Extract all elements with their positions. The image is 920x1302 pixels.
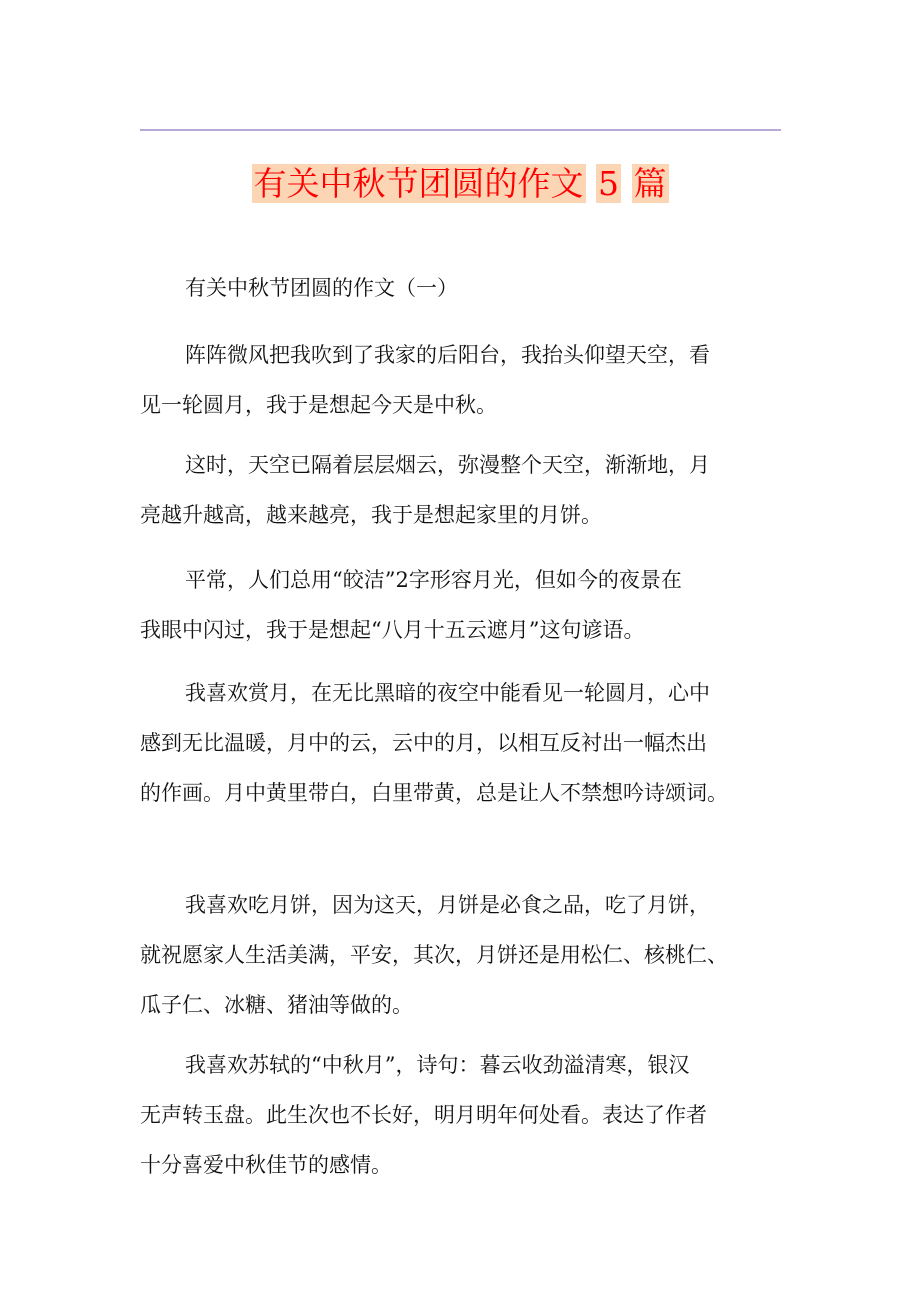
title-main: 有关中秋节团圆的作文: [253, 164, 584, 203]
paragraph: [140, 555, 790, 655]
text-line: 阵阵微风把我吹到了我家的后阳台，我抬头仰望天空，看: [185, 343, 710, 367]
text-line: 见一轮圆月，我于是想起今天是中秋。: [140, 393, 497, 417]
text-line: 我喜欢苏轼的“中秋月”，诗句：暮云收劲溢清寒，银汉: [185, 1053, 690, 1077]
paragraph: [140, 440, 790, 540]
text-line: 这时，天空已隔着层层烟云，弥漫整个天空，渐渐地，月: [185, 453, 710, 477]
paragraph: [140, 880, 790, 1030]
text-line: 感到无比温暖，月中的云，云中的月，以相互反衬出一幅杰出: [140, 731, 707, 755]
paragraph: [140, 330, 790, 430]
paragraph: [140, 668, 790, 818]
section-heading: 有关中秋节团圆的作文（一）: [185, 276, 458, 300]
text-line: 我眼中闪过，我于是想起“八月十五云遮月”这句谚语。: [140, 618, 645, 642]
text-line: 我喜欢吃月饼，因为这天，月饼是必食之品，吃了月饼，: [185, 893, 710, 917]
text-line: 我喜欢赏月，在无比黑暗的夜空中能看见一轮圆月，心中: [185, 681, 710, 705]
header-rule: [140, 129, 781, 131]
title-suffix: 篇: [633, 164, 667, 203]
document-title: [0, 160, 920, 208]
text-line: 瓜子仁、冰糖、猪油等做的。: [140, 993, 413, 1017]
text-line: 无声转玉盘。此生次也不长好，明月明年何处看。表达了作者: [140, 1103, 707, 1127]
text-line: 亮越升越高，越来越亮，我于是想起家里的月饼。: [140, 503, 602, 527]
paragraph: [140, 1040, 790, 1190]
text-line: 十分喜爱中秋佳节的感情。: [140, 1153, 392, 1177]
text-line: 平常，人们总用“皎洁”2字形容月光，但如今的夜景在: [185, 568, 682, 592]
text-line: 的作画。月中黄里带白，白里带黄，总是让人不禁想吟诗颂词。: [140, 781, 728, 805]
text-line: 就祝愿家人生活美满，平安，其次，月饼还是用松仁、核桃仁、: [140, 943, 728, 967]
title-number: 5: [598, 164, 619, 203]
